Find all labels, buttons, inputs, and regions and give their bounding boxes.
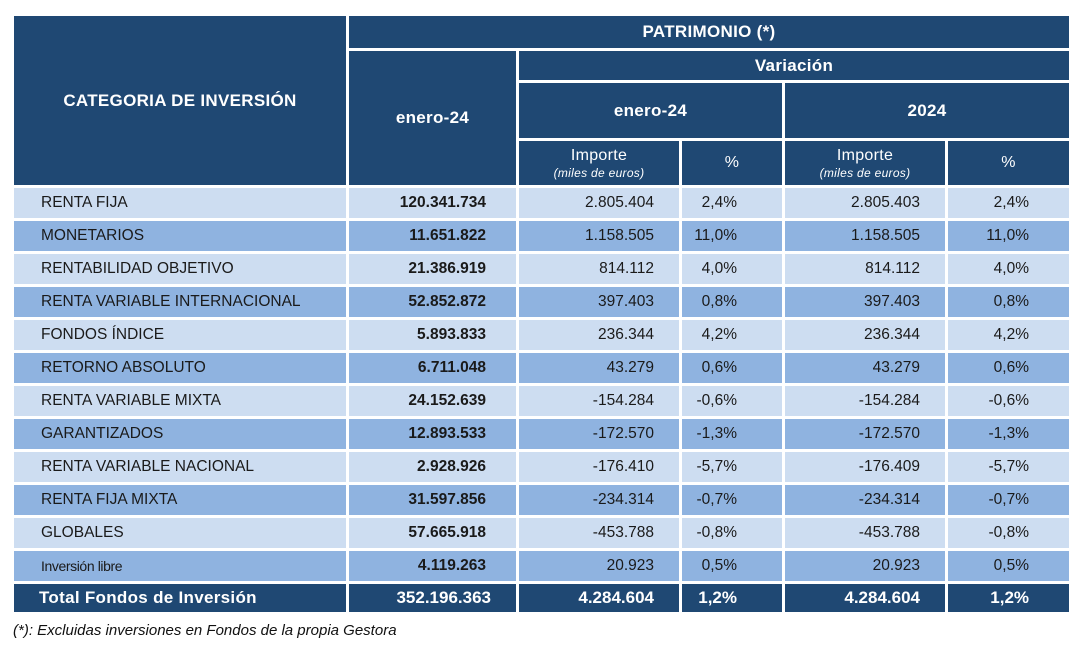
category-label: RENTA VARIABLE INTERNACIONAL bbox=[14, 287, 346, 317]
var-2024-importe: 20.923 bbox=[785, 551, 945, 581]
var-2024-importe: 43.279 bbox=[785, 353, 945, 383]
table-header bbox=[14, 16, 1069, 185]
category-label: GARANTIZADOS bbox=[14, 419, 346, 449]
category-label: Inversión libre bbox=[14, 551, 346, 581]
var-enero-24-importe: -453.788 bbox=[519, 518, 679, 548]
table-row bbox=[14, 353, 1069, 383]
header-importe-units: (miles de euros) bbox=[553, 165, 645, 180]
var-2024-importe: -172.570 bbox=[785, 419, 945, 449]
var-2024-pct: -0,6% bbox=[948, 386, 1069, 416]
table-row bbox=[14, 221, 1069, 251]
patrimonio-value: 5.893.833 bbox=[349, 320, 516, 350]
table-footer bbox=[14, 584, 1069, 612]
patrimonio-table bbox=[11, 13, 1072, 615]
patrimonio-value: 2.928.926 bbox=[349, 452, 516, 482]
category-label: RENTA FIJA MIXTA bbox=[14, 485, 346, 515]
var-enero-24-pct: -5,7% bbox=[682, 452, 782, 482]
var-enero-24-pct: -1,3% bbox=[682, 419, 782, 449]
patrimonio-value: 120.341.734 bbox=[349, 188, 516, 218]
header-importe-label: Importe bbox=[836, 146, 894, 164]
var-enero-24-importe: 20.923 bbox=[519, 551, 679, 581]
var-enero-24-pct: 4,2% bbox=[682, 320, 782, 350]
table-row bbox=[14, 485, 1069, 515]
category-label: RENTA VARIABLE NACIONAL bbox=[14, 452, 346, 482]
header-categoria-de-inversion: CATEGORIA DE INVERSIÓN bbox=[14, 16, 346, 185]
var-enero-24-importe: -234.314 bbox=[519, 485, 679, 515]
var-enero-24-pct: 4,0% bbox=[682, 254, 782, 284]
total-var-2024-pct: 1,2% bbox=[948, 584, 1069, 612]
header-pct-enero-24: % bbox=[682, 141, 782, 185]
var-enero-24-pct: -0,6% bbox=[682, 386, 782, 416]
var-enero-24-importe: 2.805.404 bbox=[519, 188, 679, 218]
var-enero-24-pct: 11,0% bbox=[682, 221, 782, 251]
var-2024-pct: 0,6% bbox=[948, 353, 1069, 383]
total-var-2024-importe: 4.284.604 bbox=[785, 584, 945, 612]
category-label: GLOBALES bbox=[14, 518, 346, 548]
category-label: RENTABILIDAD OBJETIVO bbox=[14, 254, 346, 284]
patrimonio-value: 57.665.918 bbox=[349, 518, 516, 548]
var-2024-importe: -453.788 bbox=[785, 518, 945, 548]
patrimonio-value: 12.893.533 bbox=[349, 419, 516, 449]
var-2024-pct: -0,8% bbox=[948, 518, 1069, 548]
table-row bbox=[14, 518, 1069, 548]
var-2024-pct: -5,7% bbox=[948, 452, 1069, 482]
patrimonio-value: 31.597.856 bbox=[349, 485, 516, 515]
var-enero-24-importe: 814.112 bbox=[519, 254, 679, 284]
header-importe-units: (miles de euros) bbox=[819, 165, 911, 180]
patrimonio-value: 52.852.872 bbox=[349, 287, 516, 317]
category-label: FONDOS ÍNDICE bbox=[14, 320, 346, 350]
var-enero-24-importe: 1.158.505 bbox=[519, 221, 679, 251]
header-importe-label: Importe bbox=[570, 146, 628, 164]
table-row bbox=[14, 320, 1069, 350]
table-row bbox=[14, 287, 1069, 317]
var-enero-24-importe: 397.403 bbox=[519, 287, 679, 317]
header-importe-2024 bbox=[785, 141, 945, 185]
table-row bbox=[14, 551, 1069, 581]
total-var-enero-24-importe: 4.284.604 bbox=[519, 584, 679, 612]
header-pct-2024: % bbox=[948, 141, 1069, 185]
var-enero-24-importe: -172.570 bbox=[519, 419, 679, 449]
var-2024-pct: 4,0% bbox=[948, 254, 1069, 284]
var-enero-24-pct: 0,5% bbox=[682, 551, 782, 581]
var-2024-importe: 397.403 bbox=[785, 287, 945, 317]
header-variacion-2024: 2024 bbox=[785, 83, 1069, 138]
var-2024-importe: -176.409 bbox=[785, 452, 945, 482]
footnote: (*): Excluidas inversiones en Fondos de la propia Gestora bbox=[13, 622, 397, 639]
var-2024-importe: 2.805.403 bbox=[785, 188, 945, 218]
total-label: Total Fondos de Inversión bbox=[14, 584, 346, 612]
var-2024-pct: 2,4% bbox=[948, 188, 1069, 218]
header-patrimonio: PATRIMONIO (*) bbox=[349, 16, 1069, 48]
var-enero-24-pct: -0,7% bbox=[682, 485, 782, 515]
var-2024-pct: -1,3% bbox=[948, 419, 1069, 449]
category-label: RETORNO ABSOLUTO bbox=[14, 353, 346, 383]
var-enero-24-importe: -154.284 bbox=[519, 386, 679, 416]
var-enero-24-importe: 236.344 bbox=[519, 320, 679, 350]
var-2024-pct: 11,0% bbox=[948, 221, 1069, 251]
header-variacion-enero-24: enero-24 bbox=[519, 83, 782, 138]
var-2024-pct: 0,8% bbox=[948, 287, 1069, 317]
category-label: RENTA VARIABLE MIXTA bbox=[14, 386, 346, 416]
table-row bbox=[14, 188, 1069, 218]
total-row bbox=[14, 584, 1069, 612]
header-patrimonio-enero-24: enero-24 bbox=[349, 51, 516, 185]
table-row bbox=[14, 254, 1069, 284]
patrimonio-value: 11.651.822 bbox=[349, 221, 516, 251]
header-variacion: Variación bbox=[519, 51, 1069, 80]
category-label: RENTA FIJA bbox=[14, 188, 346, 218]
var-2024-importe: 1.158.505 bbox=[785, 221, 945, 251]
var-enero-24-importe: -176.410 bbox=[519, 452, 679, 482]
var-enero-24-pct: -0,8% bbox=[682, 518, 782, 548]
var-2024-importe: 236.344 bbox=[785, 320, 945, 350]
var-enero-24-importe: 43.279 bbox=[519, 353, 679, 383]
table-row bbox=[14, 419, 1069, 449]
var-2024-importe: -234.314 bbox=[785, 485, 945, 515]
patrimonio-value: 24.152.639 bbox=[349, 386, 516, 416]
var-2024-pct: 4,2% bbox=[948, 320, 1069, 350]
var-enero-24-pct: 2,4% bbox=[682, 188, 782, 218]
table-row bbox=[14, 452, 1069, 482]
var-2024-importe: 814.112 bbox=[785, 254, 945, 284]
patrimonio-value: 21.386.919 bbox=[349, 254, 516, 284]
category-label: MONETARIOS bbox=[14, 221, 346, 251]
var-2024-importe: -154.284 bbox=[785, 386, 945, 416]
patrimonio-value: 6.711.048 bbox=[349, 353, 516, 383]
total-var-enero-24-pct: 1,2% bbox=[682, 584, 782, 612]
var-2024-pct: -0,7% bbox=[948, 485, 1069, 515]
patrimonio-value: 4.119.263 bbox=[349, 551, 516, 581]
var-enero-24-pct: 0,6% bbox=[682, 353, 782, 383]
var-enero-24-pct: 0,8% bbox=[682, 287, 782, 317]
total-patrimonio-value: 352.196.363 bbox=[349, 584, 516, 612]
var-2024-pct: 0,5% bbox=[948, 551, 1069, 581]
header-importe-enero-24 bbox=[519, 141, 679, 185]
table-row bbox=[14, 386, 1069, 416]
table-body bbox=[14, 188, 1069, 581]
